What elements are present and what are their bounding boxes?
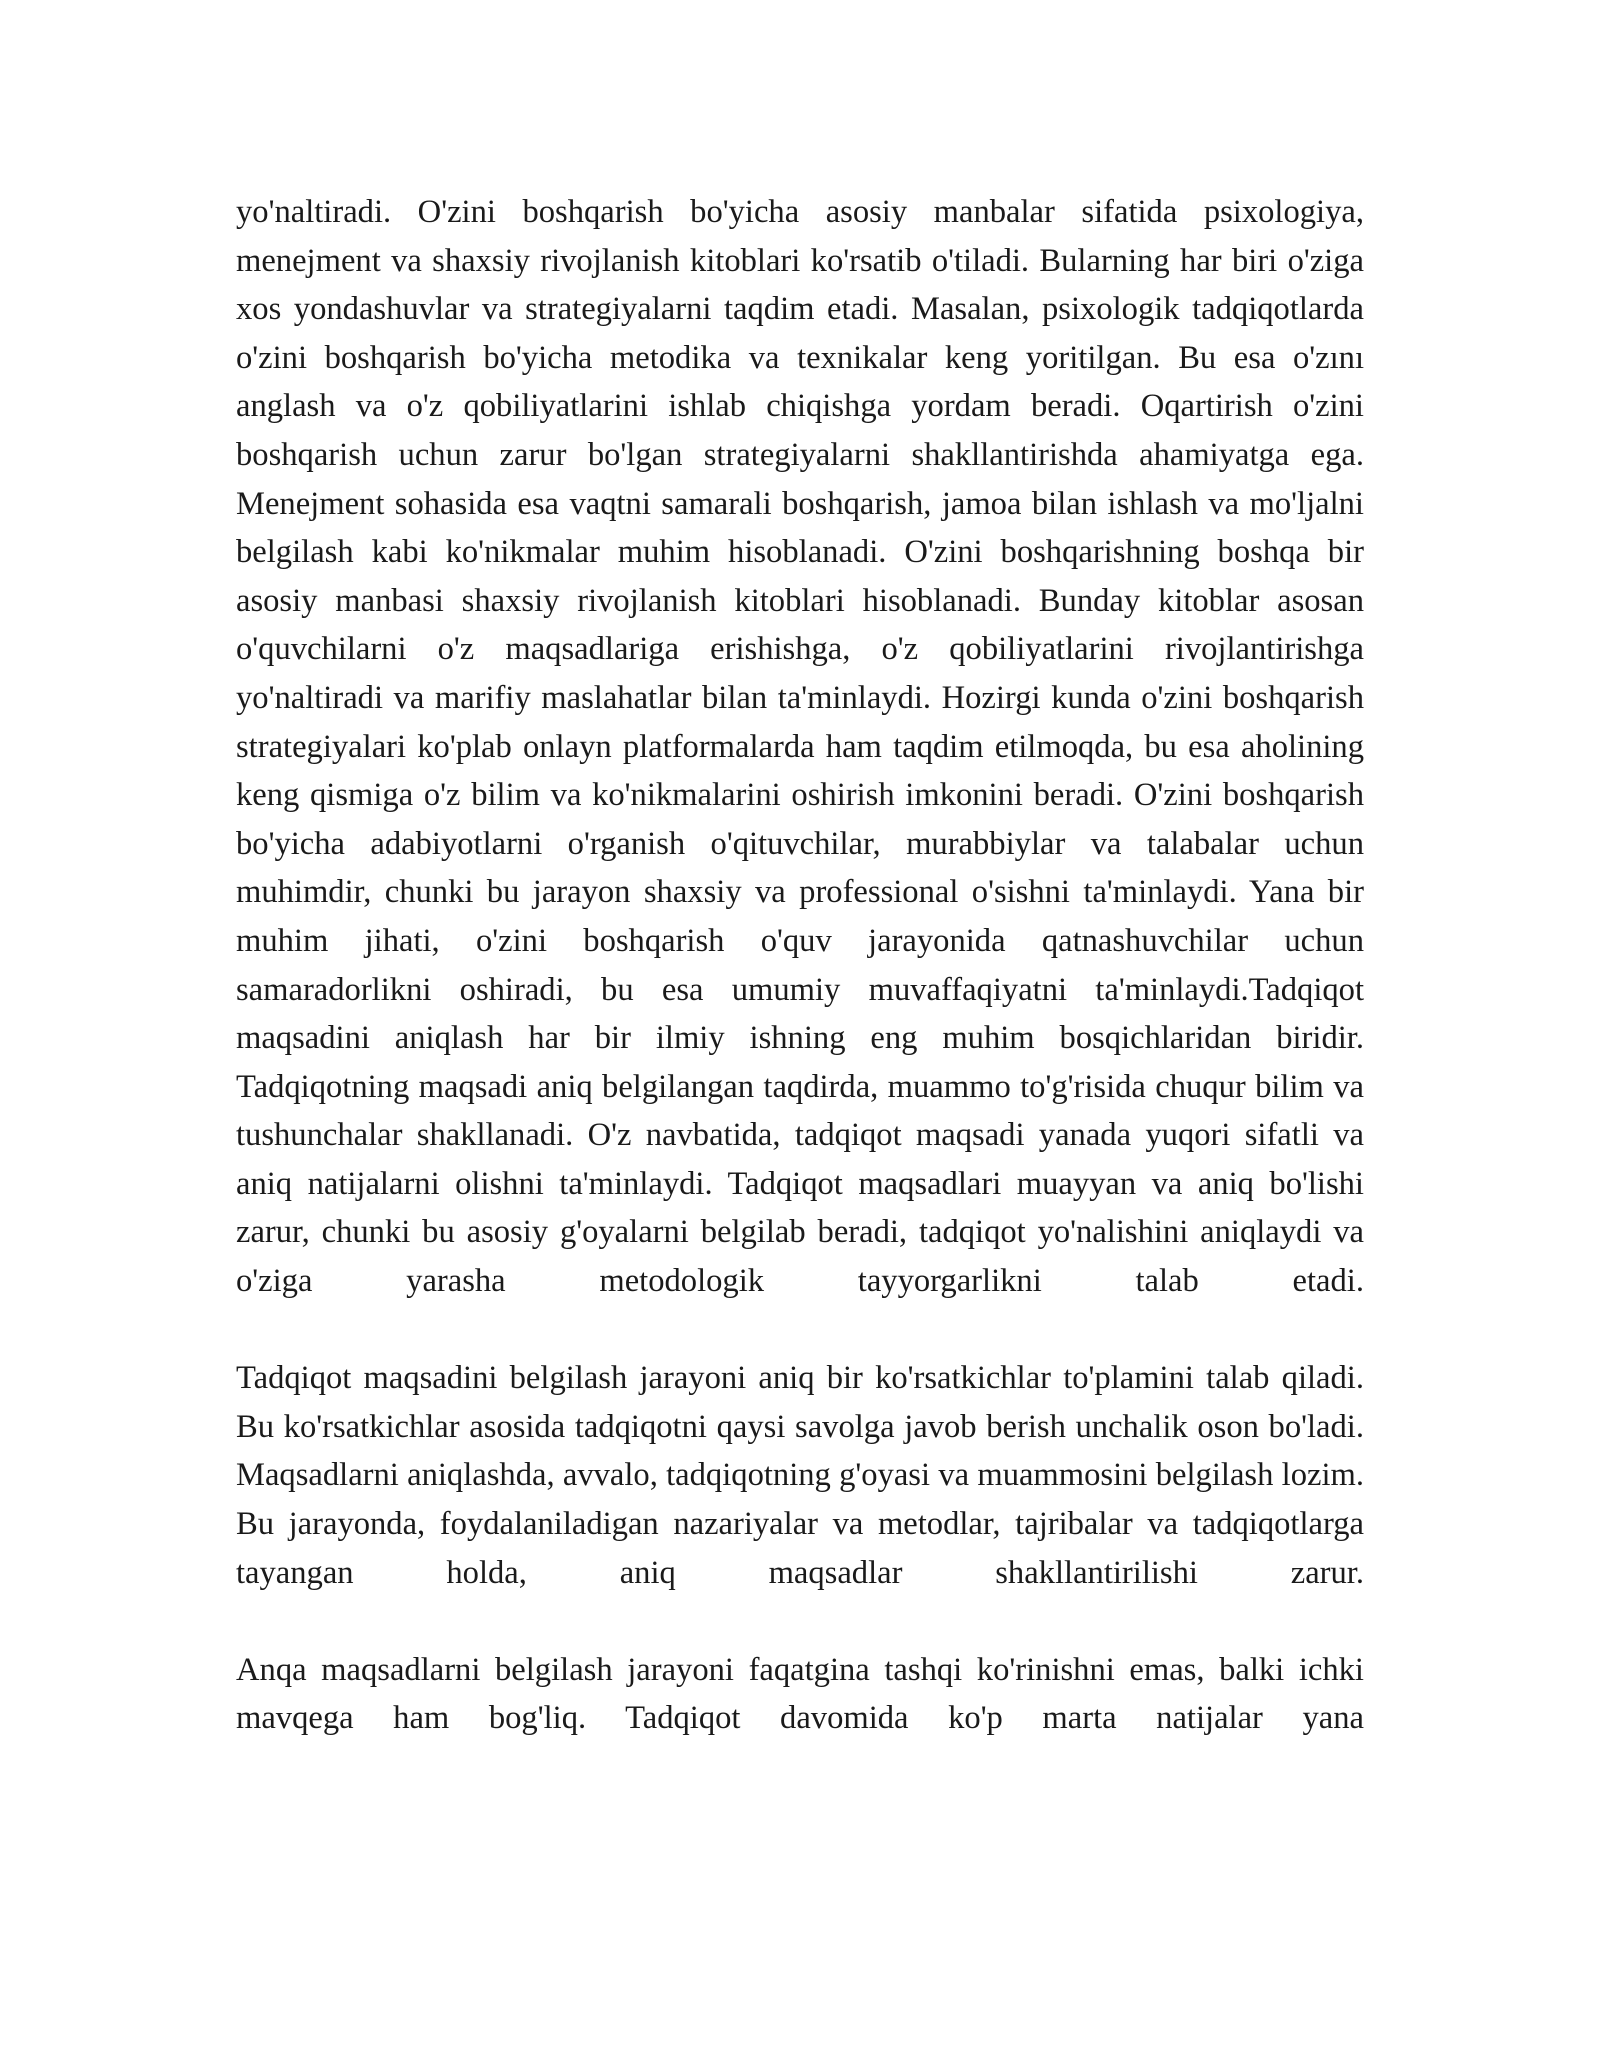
- paragraph-3: Anqa maqsadlarni belgilash jarayoni faqatgina tashqi ko'rinishni emas, balki ichki mavqega ham bog'liq. Tadqiqot davomida ko'p marta natijalar yana: [236, 1651, 1364, 1737]
- body-text: [236, 188, 1364, 1743]
- paragraph-1: yo'naltiradi. O'zini boshqarish bo'yicha asosiy manbalar sifatida psixologiya, menejment va shaxsiy rivojlanish kitoblari ko'rsatib o'tiladi. Bularning har biri o'ziga xos yondashuvlar va strategiyalarni taqdim etadi. Masalan, psixologik tadqiqotlarda o'zini boshqarish bo'yicha metodika va texnikalar keng yoritilgan. Bu esa o'zını anglash va o'z qobiliyatlarini ishlab chiqishga yordam beradi. Oqartirish o'zini boshqarish uchun zarur bo'lgan strategiyalarni shakllantirishda ahamiyatga ega. Menejment sohasida esa vaqtni samarali boshqarish, jamoa bilan ishlash va mo'ljalni belgilash kabi ko'nikmalar muhim hisoblanadi. O'zini boshqarishning boshqa bir asosiy manbasi shaxsiy rivojlanish kitoblari hisoblanadi. Bunday kitoblar asosan o'quvchilarni o'z maqsadlariga erishishga, o'z qobiliyatlarini rivojlantirishga yo'naltiradi va marifiy maslahatlar bilan ta'minlaydi. Hozirgi kunda o'zini boshqarish strategiyalari ko'plab onlayn platformalarda ham taqdim etilmoqda, bu esa aholining keng qismiga o'z bilim va ko'nikmalarini oshirish imkonini beradi. O'zini boshqarish bo'yicha adabiyotlarni o'rganish o'qituvchilar, murabbiylar va talabalar uchun muhimdir, chunki bu jarayon shaxsiy va professional o'sishni ta'minlaydi. Yana bir muhim jihati, o'zini boshqarish o'quv jarayonida qatnashuvchilar uchun samaradorlikni oshiradi, bu esa umumiy muvaffaqiyatni ta'minlaydi.Tadqiqot maqsadini aniqlash har bir ilmiy ishning eng muhim bosqichlaridan biridir. Tadqiqotning maqsadi aniq belgilangan taqdirda, muammo to'g'risida chuqur bilim va tushunchalar shakllanadi. O'z navbatida, tadqiqot maqsadi yanada yuqori sifatli va aniq natijalarni olishni ta'minlaydi. Tadqiqot maqsadlari muayyan va aniq bo'lishi zarur, chunki bu asosiy g'oyalarni belgilab beradi, tadqiqot yo'nalishini aniqlaydi va o'ziga yarasha metodologik tayyorgarlikni talab etadi.: [236, 194, 1364, 1300]
- paragraph-2: Tadqiqot maqsadini belgilash jarayoni aniq bir ko'rsatkichlar to'plamini talab qiladi. Bu ko'rsatkichlar asosida tadqiqotni qaysi savolga javob berish unchalik oson bo'ladi. Maqsadlarni aniqlashda, avvalo, tadqiqotning g'oyasi va muammosini belgilash lozim. Bu jarayonda, foydalaniladigan nazariyalar va metodlar, tajribalar va tadqiqotlarga tayangan holda, aniq maqsadlar shakllantirilishi zarur.: [236, 1360, 1364, 1591]
